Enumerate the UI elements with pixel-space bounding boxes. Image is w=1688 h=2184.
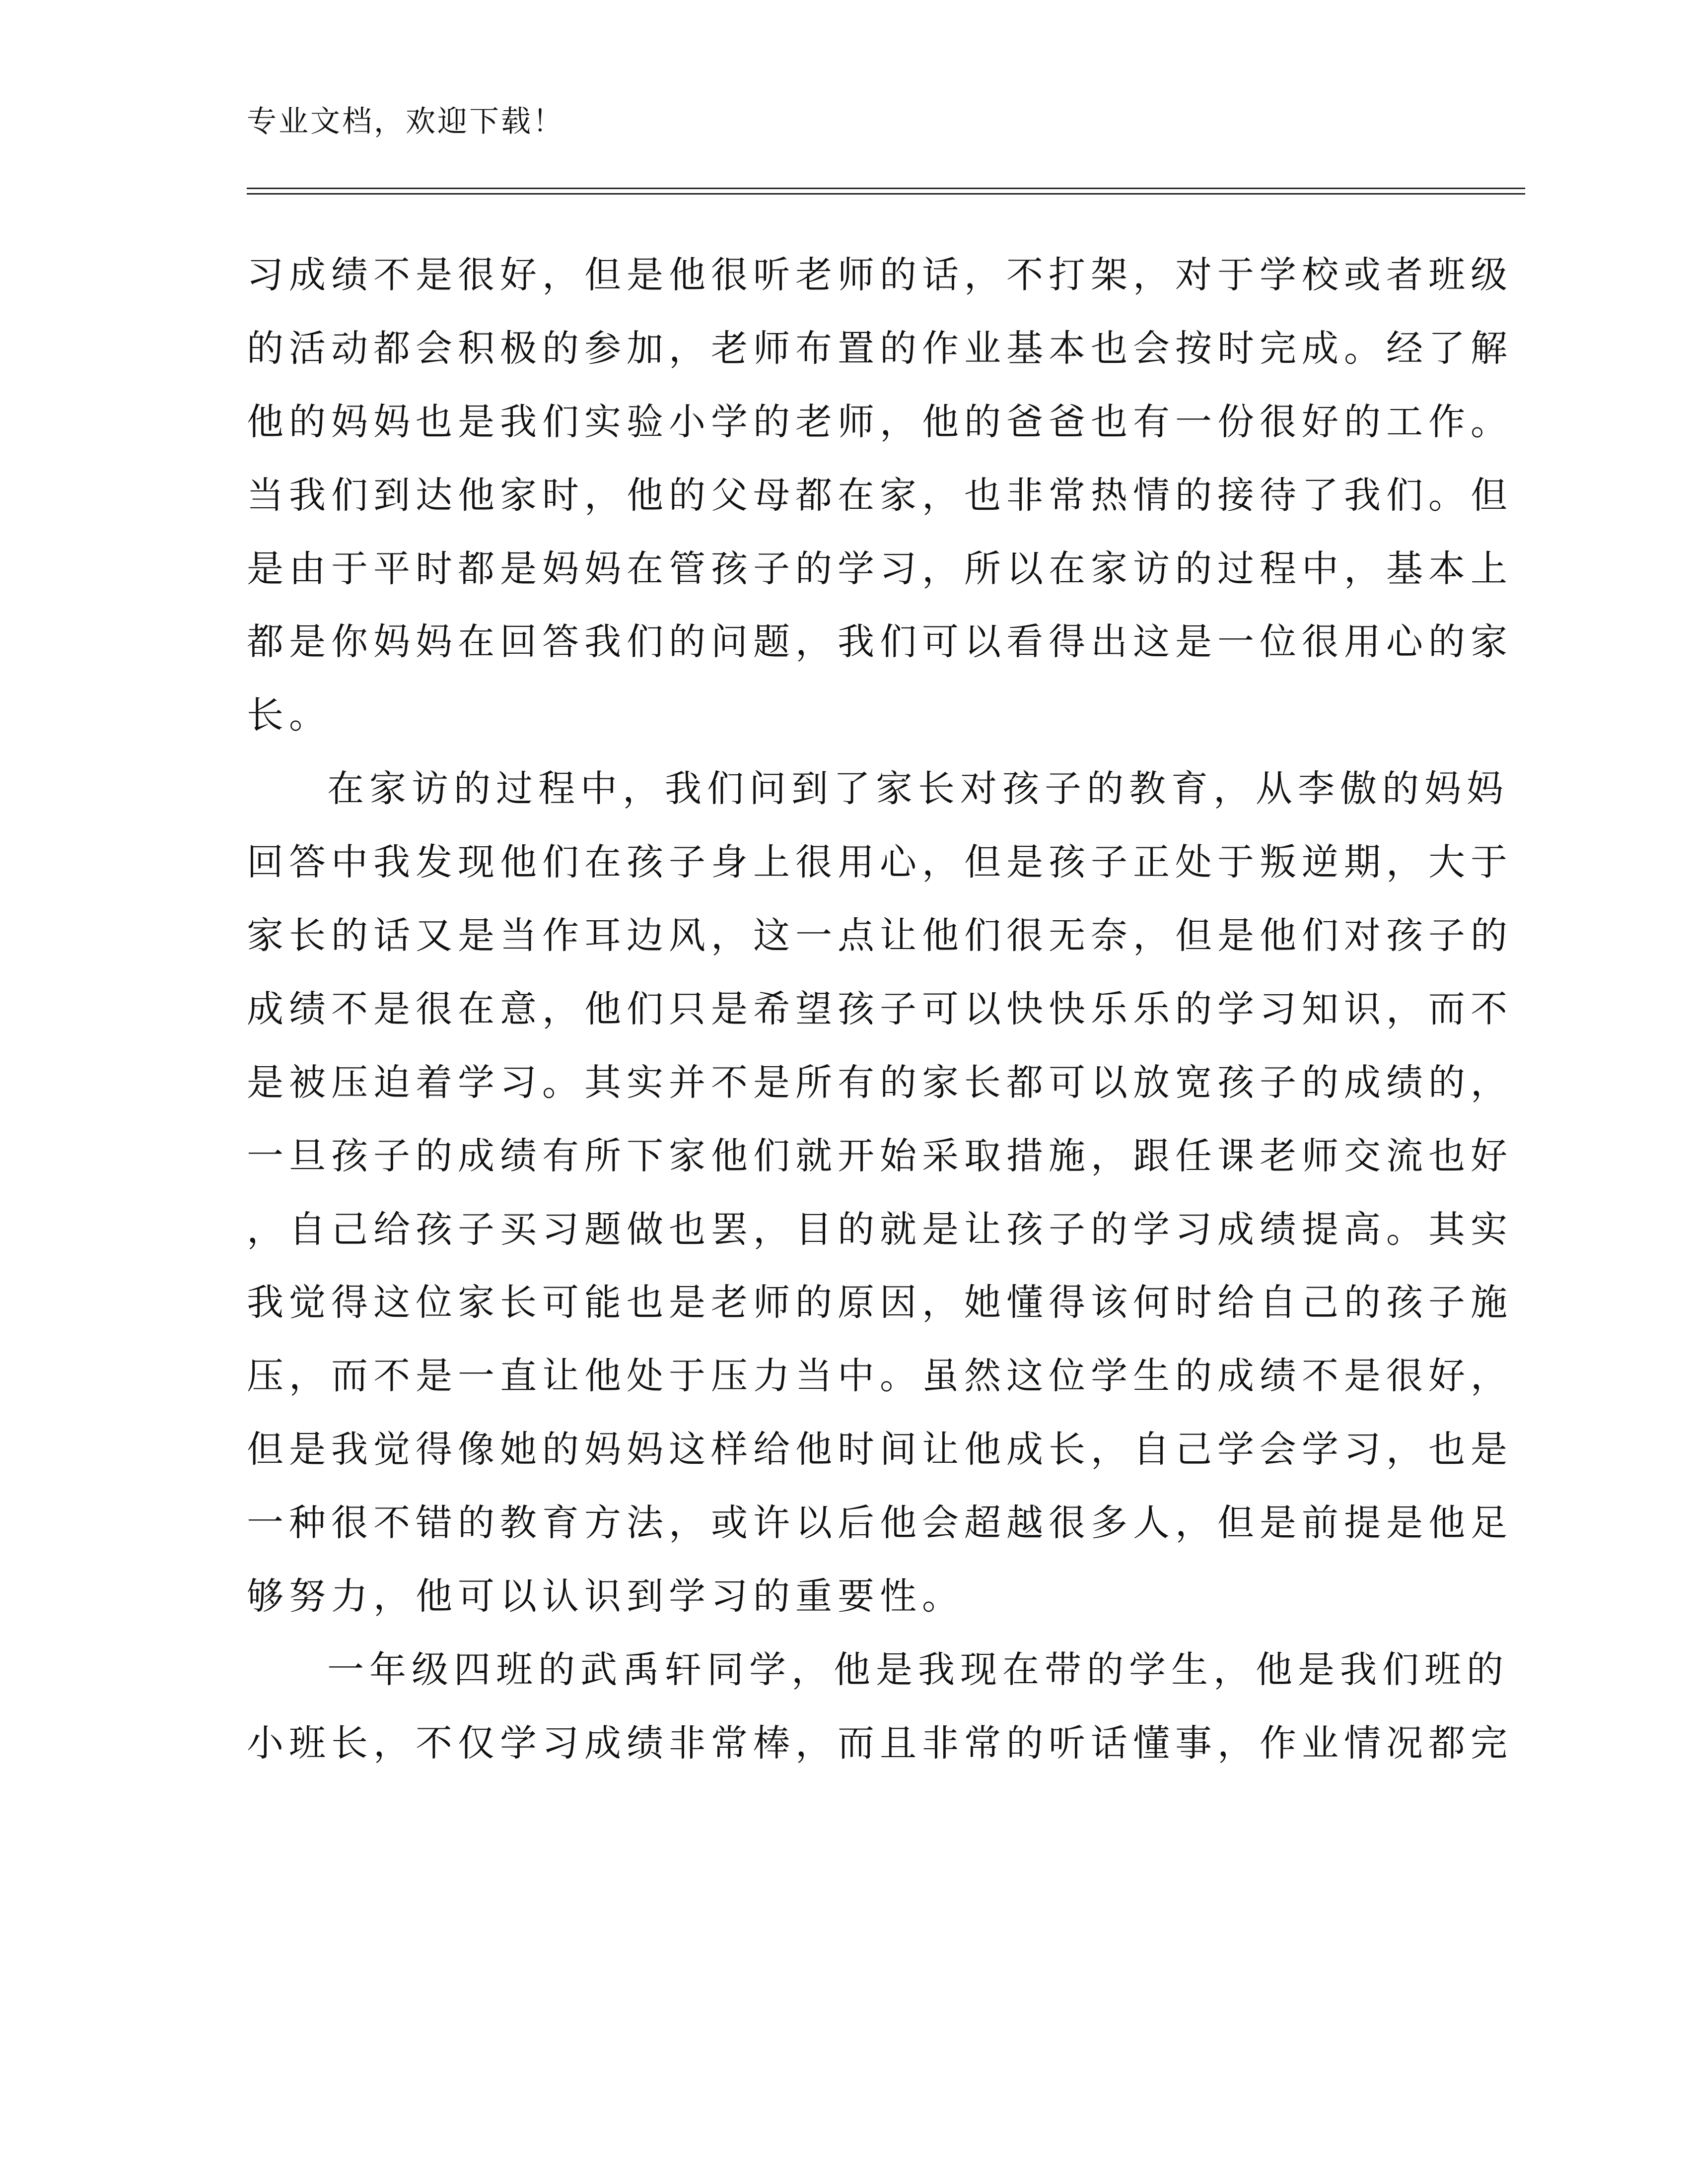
text-line: 够努力，他可以认识到学习的重要性。 [247, 1575, 964, 1618]
text-line: 一旦孩子的成绩有所下家他们就开始采取措施，跟任课老师交流也好 [247, 1134, 1513, 1177]
text-line: 他的妈妈也是我们实验小学的老师，他的爸爸也有一份很好的工作。 [247, 400, 1513, 443]
paragraph-first-line: 一年级四班的武禹轩同学，他是我现在带的学生，他是我们班的 [327, 1648, 1509, 1691]
text-line: 我觉得这位家长可能也是老师的原因，她懂得该何时给自己的孩子施 [247, 1281, 1513, 1324]
text-line: ，自己给孩子买习题做也罢，目的就是让孩子的学习成绩提高。其实 [247, 1208, 1513, 1251]
text-line: 都是你妈妈在回答我们的问题，我们可以看得出这是一位很用心的家 [247, 620, 1513, 664]
paragraph-first-line: 在家访的过程中，我们问到了家长对孩子的教育，从李傲的妈妈 [327, 767, 1509, 811]
text-line: 家长的话又是当作耳边风，这一点让他们很无奈，但是他们对孩子的 [247, 914, 1513, 957]
header-double-rule [247, 188, 1525, 195]
text-line: 回答中我发现他们在孩子身上很用心，但是孩子正处于叛逆期，大于 [247, 841, 1513, 884]
body-text [247, 250, 1513, 1792]
text-line: 是被压迫着学习。其实并不是所有的家长都可以放宽孩子的成绩的， [247, 1061, 1513, 1104]
text-line: 小班长，不仅学习成绩非常棒，而且非常的听话懂事，作业情况都完 [247, 1721, 1513, 1765]
page-header: 专业文档，欢迎下载！ [247, 104, 564, 139]
text-line: 压，而不是一直让他处于压力当中。虽然这位学生的成绩不是很好， [247, 1355, 1513, 1398]
text-line: 是由于平时都是妈妈在管孩子的学习，所以在家访的过程中，基本上 [247, 547, 1513, 590]
text-line: 但是我觉得像她的妈妈这样给他时间让他成长，自己学会学习，也是 [247, 1428, 1513, 1471]
text-line: 一种很不错的教育方法，或许以后他会超越很多人，但是前提是他足 [247, 1502, 1513, 1545]
text-line: 的活动都会积极的参加，老师布置的作业基本也会按时完成。经了解 [247, 327, 1513, 370]
text-line: 成绩不是很在意，他们只是希望孩子可以快快乐乐的学习知识，而不 [247, 987, 1513, 1030]
text-line: 当我们到达他家时，他的父母都在家，也非常热情的接待了我们。但 [247, 474, 1513, 517]
text-line: 长。 [247, 694, 331, 737]
text-line: 习成绩不是很好，但是他很听老师的话，不打架，对于学校或者班级 [247, 254, 1513, 296]
